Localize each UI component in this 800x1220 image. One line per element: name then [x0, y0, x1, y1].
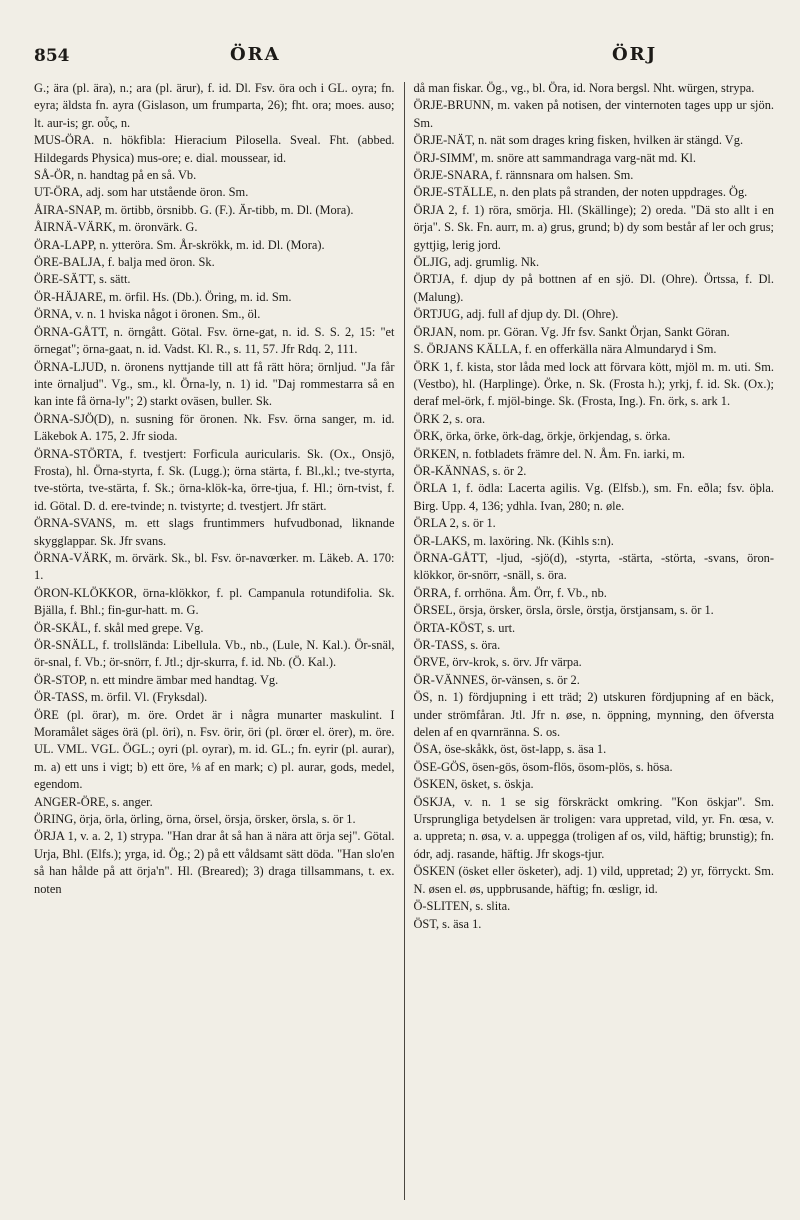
left-column	[34, 80, 395, 1200]
right-column	[413, 80, 774, 1200]
dictionary-entry: ÖRING, örja, örla, örling, örna, örsel, örsja, örsker, örsla, s. ör 1.	[34, 812, 356, 827]
dictionary-entry: ÖRNA-STÖRTA, f. tvestjert: Forficula auricularis. Sk. (Ox., Onsjö, Frosta), hl. Örna-styrta, f. Sk. (Lugg.); örna stärta, f. Bl.,kl.; tve-styrta, tve-störta, tve-stärta, f. Sk.; örna-klök-ka, örre-tjua, f. Hl.; örn-tvist, f. id. Götal. D. d. ere-tvinde; n. tvistyrte; d. tvestjert. Jfr stärt.	[34, 446, 395, 513]
running-header	[34, 40, 774, 76]
dictionary-entry: S. ÖRJANS KÄLLA, f. en offerkälla nära Almundaryd i Sm.	[413, 342, 717, 357]
dictionary-entry: ÖRTJUG, adj. full af djup dy. Dl. (Ohre).	[413, 307, 619, 322]
page-number: 854	[34, 46, 70, 66]
dictionary-entry: ÅIRNÄ-VÄRK, m. öronvärk. G.	[34, 220, 198, 235]
dictionary-entry: ÖRJE-BRUNN, m. vaken på notisen, der vinternoten tages upp ur sjön. Sm.	[413, 98, 774, 130]
dictionary-entry: Ö-SLITEN, s. slita.	[413, 899, 511, 914]
dictionary-entry: ÖSKJA, v. n. 1 se sig förskräckt omkring. "Kon öskjar". Sm. Ursprungliga betydelsen är troligen: vara uppretad, vild, yr. Fn. œsa, v. a. uppreta; n. øsa, v. a. uppegga (troligen af os, vild, häftig; brunstig); fn. ódr, adj. rasande, häftig. Jfr skogs-tjur.	[413, 794, 774, 861]
dictionary-entry: ÖRK, örka, örke, örk-dag, örkje, örkjendag, s. örka.	[413, 429, 671, 444]
dictionary-entry: ÖSA, öse-skåkk, öst, öst-lapp, s. äsa 1.	[413, 742, 607, 757]
column-divider	[404, 82, 405, 1200]
dictionary-entry: ÖRNA-GÅTT, n. örngått. Götal. Fsv. örne-gat, n. id. S. S. 2, 15: "et örnegat"; örna-gaat, n. id. Vadst. Kl. R., s. 11, 57. Jfr Rdq. 2, 111.	[34, 324, 395, 357]
dictionary-entry: ÖRJE-STÄLLE, n. den plats på stranden, der noten uppdrages. Ög.	[413, 185, 748, 200]
dictionary-entry: SÅ-ÖR, n. handtag på en så. Vb.	[34, 168, 197, 183]
dictionary-entry: ÖRA-LAPP, n. ytteröra. Sm. År-skrökk, m. id. Dl. (Mora).	[34, 237, 325, 252]
dictionary-entry: ÖRVE, örv-krok, s. örv. Jfr värpa.	[413, 655, 582, 670]
dictionary-entry: ÖRK 1, f. kista, stor låda med lock att förvara kött, mjöl m. m. uti. Sm. (Vestbo), hl. (Harplinge). Örke, n. Sk. (Frosta h.); yrkj, f. id. Sk. (Ox.); deraf mel-örk, f. mjöl-binge. Sk. (Frosta, Ing.). Fn. örk, s. ark 1.	[413, 359, 774, 409]
dictionary-entry: ÖRRA, f. orrhöna. Åm. Örr, f. Vb., nb.	[413, 585, 607, 600]
dictionary-entry: ÅIRA-SNAP, m. örtibb, örsnibb. G. (F.). Är-tibb, m. Dl. (Mora).	[34, 202, 354, 217]
dictionary-entry: ÖRTA-KÖST, s. urt.	[413, 620, 516, 635]
text-columns	[34, 80, 774, 1200]
dictionary-entry: ÖRNA, v. n. 1 hviska något i öronen. Sm., öl.	[34, 307, 261, 322]
dictionary-entry: ÖRJE-NÄT, n. nät som drages kring fisken, hvilken är stängd. Vg.	[413, 133, 744, 148]
dictionary-entry: ÖR-VÄNNES, ör-vänsen, s. ör 2.	[413, 672, 580, 687]
dictionary-entry: ÖRLA 2, s. ör 1.	[413, 516, 496, 531]
dictionary-entry: ÖR-TASS, m. örfil. Vl. (Fryksdal).	[34, 690, 208, 705]
dictionary-entry: ÖR-SNÄLL, f. trollslända: Libellula. Vb., nb., (Lule, N. Kal.). Ör-snäl, ör-snal, f. Vb.; ör-snörr, f. Jtl.; djr-skurra, f. id. Nb. (Ö. Kal.).	[34, 638, 395, 670]
dictionary-entry: ÖR-LAKS, m. laxöring. Nk. (Kihls s:n).	[413, 533, 614, 548]
dictionary-entry: ÖRE (pl. örar), m. öre. Ordet är i några munarter maskulint. I Moramålet säges örä (pl. öri), n. Fsv. örir, öri (pl. örœr el. örer), m. öre. UL. VML. VGL. ÖGL.; oyri (pl. oyrar), m. id. GL.; fn. eyrir (pl. aurar), m. a) ett uns i vigt; b) ett öre, ⅛ af en mark; c) pl. aurar, gods, medel, egendom.	[34, 707, 395, 792]
dictionary-entry: ÖRK 2, s. ora.	[413, 411, 486, 426]
dictionary-entry: ÖRNA-SVANS, m. ett slags fruntimmers hufvudbonad, liknande skygglappar. Sk. Jfr svans.	[34, 516, 395, 548]
dictionary-entry: ÖRTJA, f. djup dy på bottnen af en sjö. Dl. (Ohre). Örtssa, f. Dl. (Malung).	[413, 272, 774, 304]
dictionary-entry: ÖRKEN, n. fotbladets främre del. N. Åm. Fn. iarki, m.	[413, 446, 685, 461]
dictionary-entry: ÖS, n. 1) fördjupning i ett träd; 2) utskuren fördjupning af en bäck, under strömfåran. Jtl. Jfr n. øse, n. öppning, mynning, den öfversta delen af en qvarnränna. S. os.	[413, 690, 774, 740]
dictionary-entry: ÖRJE-SNARA, f. rännsnara om halsen. Sm.	[413, 168, 634, 183]
dictionary-entry: ÖRJAN, nom. pr. Göran. Vg. Jfr fsv. Sankt Örjan, Sankt Göran.	[413, 324, 730, 339]
dictionary-entry: ÖRJA 1, v. a. 2, 1) strypa. "Han drar åt så han ä nära att örja sej". Götal. Urja, Bhl. (Elfs.); yrga, id. Ög.; 2) på ett våldsamt sätt döda. "Han slo'en så han hålde på att örja'n". Hl. (Breared); 3) draga tillsammans, t. ex. noten	[34, 829, 395, 896]
dictionary-entry: då man fiskar. Ög., vg., bl. Öra, id. Nora bergsl. Nht. würgen, strypa.	[413, 81, 755, 95]
dictionary-entry: UT-ÖRA, adj. som har utstående öron. Sm.	[34, 185, 249, 200]
dictionary-entry: ÖRNA-LJUD, n. öronens nyttjande till att få rätt höra; örnljud. "Ja får inte örnaljud". Vg., sm., kl. Örna-ly, n. 1) id. "Daj rommestarra så en kan inte få örna-ly"; 2) starkt oväsen, buller. Sk.	[34, 359, 395, 409]
dictionary-entry: ÖR-HÄJARE, m. örfil. Hs. (Db.). Öring, m. id. Sm.	[34, 289, 292, 304]
dictionary-entry: ÖSKEN (ösket eller ösketer), adj. 1) vild, uppretad; 2) yr, förryckt. Sm. N. øsen el. øs, uppbrusande, häftig; fn. œsligr, id.	[413, 864, 774, 896]
dictionary-entry: ÖLJIG, adj. grumlig. Nk.	[413, 255, 540, 270]
dictionary-entry: ÖRE-BALJA, f. balja med öron. Sk.	[34, 255, 215, 270]
dictionary-entry: ÖSKEN, ösket, s. öskja.	[413, 777, 534, 792]
left-running-title: ÖRA	[230, 44, 281, 65]
dictionary-entry: ÖRNA-VÄRK, m. örvärk. Sk., bl. Fsv. ör-navœrker. m. Läkeb. A. 170: 1.	[34, 550, 395, 583]
dictionary-entry: ÖRJA 2, f. 1) röra, smörja. Hl. (Skällinge); 2) oreda. "Dä sto allt i en örja". S. Sk. Fn. aurr, m. a) grus, grund; b) dy som består af ler och grus; gyttjig, lerig jord.	[413, 202, 774, 252]
dictionary-entry: ÖR-SKÅL, f. skål med grepe. Vg.	[34, 620, 204, 635]
dictionary-entry: ÖRSEL, örsja, örsker, örsla, örsle, örstja, örstjansam, s. ör 1.	[413, 603, 714, 618]
dictionary-entry: ÖRJ-SIMM', m. snöre att sammandraga varg-nät md. Kl.	[413, 150, 696, 165]
dictionary-entry: ÖRE-SÄTT, s. sätt.	[34, 272, 131, 287]
dictionary-entry: ÖRLA 1, f. ödla: Lacerta agilis. Vg. (Elfsb.), sm. Fn. eðla; fsv. öþla. Birg. Upp. 4, 136; ydhla. Ivan, 280; n. øle.	[413, 481, 774, 513]
dictionary-entry: G.; ära (pl. ära), n.; ara (pl. ärur), f. id. Dl. Fsv. öra och i GL. oyra; fn. eyra; äldsta fn. ayra (Gislason, um frumparta, 26); fht. ora; moes. auso; lt. aur-is; gr. οὖς, n.	[34, 81, 395, 130]
dictionary-entry: ANGER-ÖRE, s. anger.	[34, 794, 153, 809]
dictionary-entry: ÖR-STOP, n. ett mindre ämbar med handtag. Vg.	[34, 672, 279, 687]
dictionary-entry: ÖRON-KLÖKKOR, örna-klökkor, f. pl. Campanula rotundifolia. Sk. Bjälla, f. Bhl.; fin-gur-hatt. m. G.	[34, 585, 395, 618]
dictionary-entry: ÖRNA-SJÖ(D), n. susning för öronen. Nk. Fsv. örna sanger, m. id. Läkebok A. 175, 2. Jfr sioda.	[34, 411, 395, 444]
dictionary-entry: ÖRNA-GÅTT, -ljud, -sjö(d), -styrta, -stärta, -störta, -svans, öron-klökkor, ör-snörr, -snäll, s. öra.	[413, 550, 774, 583]
dictionary-entry: MUS-ÖRA. n. hökfibla: Hieracium Pilosella. Sveal. Fht. (abbed. Hildegards Physica) mus-ore; e. dial. moussear, id.	[34, 133, 395, 165]
dictionary-entry: ÖR-KÄNNAS, s. ör 2.	[413, 463, 527, 478]
right-running-title: ÖRJ	[612, 44, 658, 65]
dictionary-entry: ÖSE-GÖS, ösen-gös, ösom-flös, ösom-plös, s. hösa.	[413, 759, 673, 774]
dictionary-entry: ÖR-TASS, s. öra.	[413, 638, 501, 652]
dictionary-entry: ÖST, s. äsa 1.	[413, 916, 482, 931]
